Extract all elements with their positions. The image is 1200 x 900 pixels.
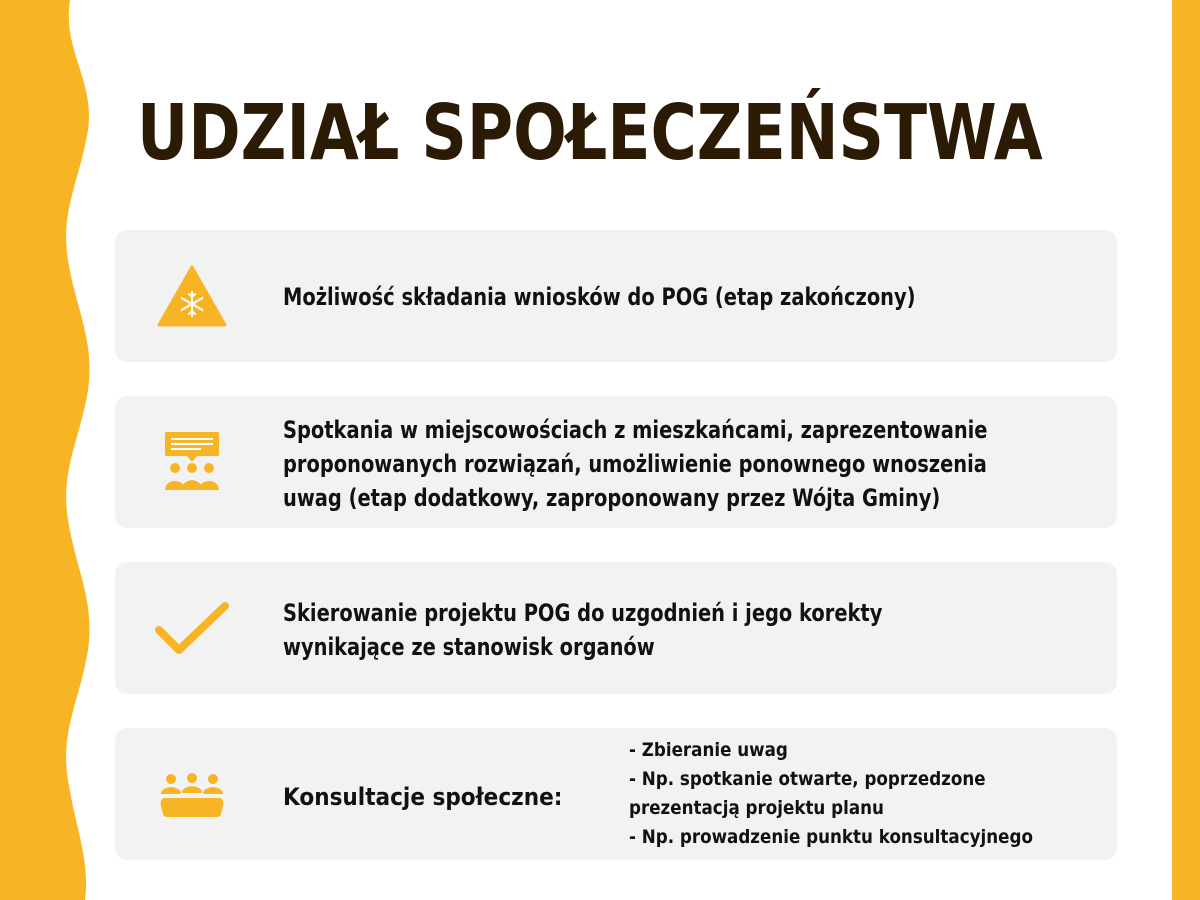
meeting-presentation-icon <box>161 430 223 492</box>
card-text-line: wynikające ze stanowisk organów <box>283 633 655 661</box>
consultations-label: Konsultacje społeczne: <box>283 783 563 811</box>
card-proposals <box>115 230 1117 362</box>
bullet-item: - Np. prowadzenie punktu konsultacyjnego <box>629 826 1033 848</box>
page-title: UDZIAŁ SPOŁECZEŃSTWA <box>137 89 1043 178</box>
bullet-item: - Zbieranie uwag <box>629 739 788 761</box>
bullet-item: - Np. spotkanie otwarte, poprzedzone <box>629 768 986 790</box>
card-text-line: uwag (etap dodatkowy, zaproponowany przez Wójta Gminy) <box>283 484 941 512</box>
group-table-icon <box>159 772 225 818</box>
bullet-item: prezentacją projektu planu <box>629 797 884 819</box>
checkmark-icon <box>155 602 229 656</box>
consultations-bullet-list <box>629 736 1088 852</box>
card-text-line: Spotkania w miejscowościach z mieszkańcami, zaprezentowanie <box>283 416 988 444</box>
card-consultations <box>115 728 1117 860</box>
right-accent-bar <box>1172 0 1200 900</box>
warning-snowflake-icon <box>157 265 227 327</box>
card-text-line: Skierowanie projektu POG do uzgodnień i jego korekty <box>283 599 883 627</box>
card-text-line: proponowanych rozwiązań, umożliwienie ponownego wnoszenia <box>283 450 987 478</box>
card-agreements <box>115 562 1117 694</box>
card-meetings <box>115 396 1117 528</box>
card-text-line: Możliwość składania wniosków do POG (etap zakończony) <box>283 283 916 311</box>
wavy-left-border <box>0 0 100 900</box>
